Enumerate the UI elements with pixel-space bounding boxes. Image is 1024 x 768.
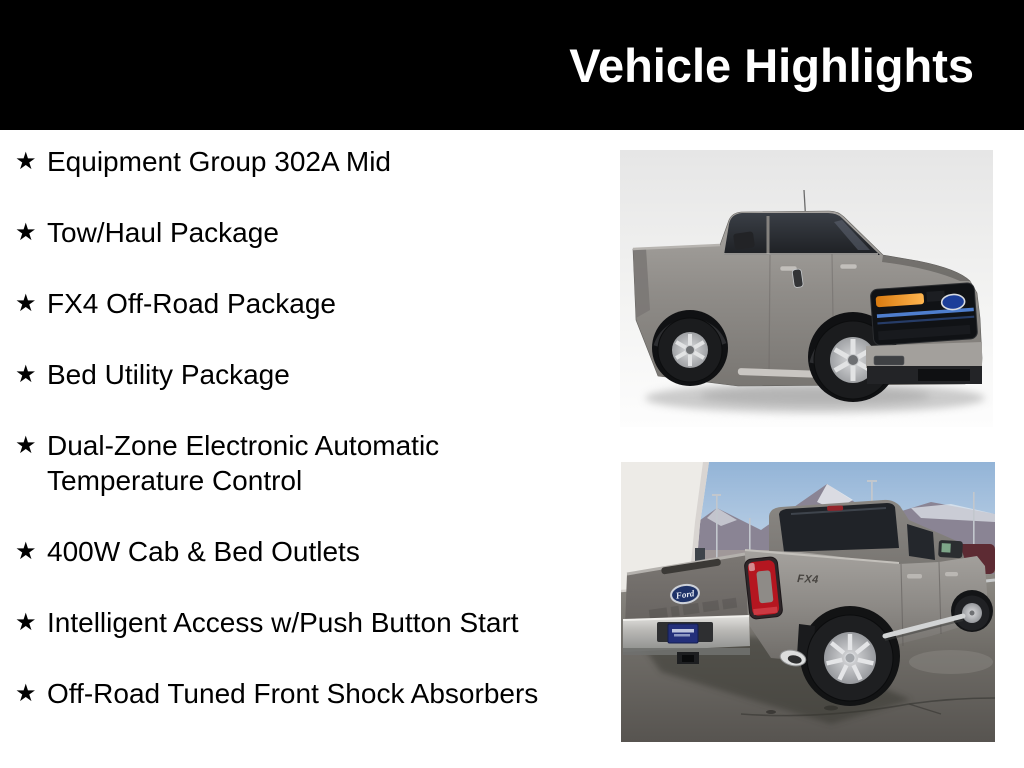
star-bullet-icon: ★ bbox=[15, 147, 37, 175]
door-handle bbox=[840, 264, 857, 269]
list-item-label: Off-Road Tuned Front Shock Absorbers bbox=[47, 678, 539, 709]
side-mirror bbox=[938, 540, 963, 558]
star-bullet-icon: ★ bbox=[15, 537, 37, 565]
front-exterior-photo bbox=[620, 150, 993, 427]
list-item-label: Equipment Group 302A Mid bbox=[47, 146, 391, 177]
front-wheel bbox=[955, 596, 990, 631]
list-item bbox=[15, 534, 559, 569]
star-bullet-icon: ★ bbox=[15, 608, 37, 636]
star-bullet-icon: ★ bbox=[15, 679, 37, 707]
side-mirror bbox=[733, 231, 755, 250]
page-title: Vehicle Highlights bbox=[569, 38, 974, 92]
list-item-label: FX4 Off-Road Package bbox=[47, 288, 336, 319]
door-handle bbox=[945, 572, 958, 576]
list-item bbox=[15, 357, 559, 392]
asphalt-spot bbox=[766, 710, 776, 714]
grille bbox=[870, 283, 978, 346]
fender-vent bbox=[792, 269, 803, 288]
star-bullet-icon: ★ bbox=[15, 289, 37, 317]
list-item bbox=[15, 605, 559, 640]
dealer-license-plate bbox=[668, 624, 698, 643]
bumper-intake bbox=[918, 369, 970, 381]
list-item-label: Tow/Haul Package bbox=[47, 217, 279, 248]
list-item bbox=[15, 144, 559, 179]
taillight bbox=[744, 556, 783, 619]
third-brake-light bbox=[827, 505, 843, 511]
list-item-label: Intelligent Access w/Push Button Start bbox=[47, 607, 519, 638]
list-item bbox=[15, 676, 559, 711]
fx4-decal: FX4 bbox=[796, 573, 820, 587]
ground-shadow-core bbox=[700, 387, 930, 405]
star-bullet-icon: ★ bbox=[15, 218, 37, 246]
list-item bbox=[15, 286, 559, 321]
star-bullet-icon: ★ bbox=[15, 360, 37, 388]
rear-exterior-photo bbox=[621, 462, 995, 742]
list-item bbox=[15, 428, 559, 498]
sun-glare bbox=[909, 650, 993, 674]
rear-wheel bbox=[807, 615, 893, 701]
star-bullet-icon: ★ bbox=[15, 431, 37, 459]
list-item-label: Dual-Zone Electronic Automatic Temperature Control bbox=[47, 430, 440, 496]
header-bar bbox=[0, 0, 1024, 130]
fog-lamp bbox=[874, 356, 904, 365]
ford-logo-text: Ford bbox=[675, 588, 695, 601]
highlights-list bbox=[15, 144, 559, 747]
list-item-label: Bed Utility Package bbox=[47, 359, 290, 390]
list-item bbox=[15, 215, 559, 250]
list-item-label: 400W Cab & Bed Outlets bbox=[47, 536, 360, 567]
hitch-receiver bbox=[682, 655, 694, 662]
rear-wheel bbox=[658, 318, 722, 382]
door-handle bbox=[907, 574, 922, 579]
